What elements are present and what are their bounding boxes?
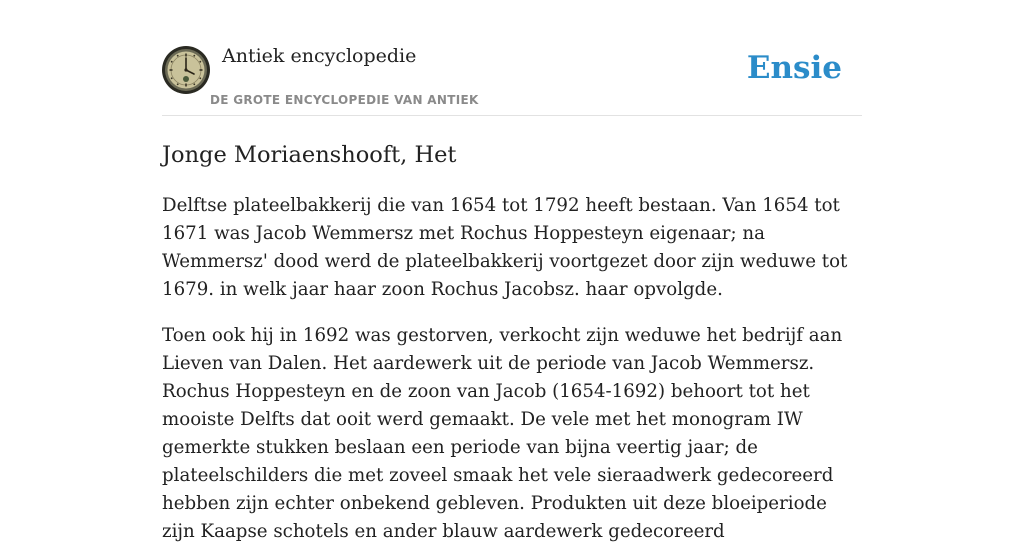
brand-logo-link[interactable]: Ensie [746,50,842,86]
article-paragraph: Toen ook hij in 1692 was gestorven, verkocht zijn weduwe het bedrijf aan Lieven van Dalen. Het aardewerk uit de periode van Jacob Wemmersz. Rochus Hoppesteyn en de zoon van Jacob (1654-1692) behoort tot het mooiste Delfts dat ooit werd gemaakt. De vele met het monogram IW gemerkte stukken beslaan een periode van bijna veertig jaar; de plateelschilders die met zoveel smaak het vele sieraadwerk gedecoreerd hebben zijn echter onbekend gebleven. Produkten uit deze bloeiperiode zijn Kaapse schotels en ander blauw aardewerk gedecoreerd [162,325,843,542]
site-header [162,0,862,116]
article [162,140,862,546]
article-title: Jonge Moriaenshooft, Het [162,142,457,168]
content-container [162,0,862,546]
site-subtitle: DE GROTE ENCYCLOPEDIE VAN ANTIEK [210,93,479,107]
article-paragraph: Delftse plateelbakkerij die van 1654 tot 1792 heeft bestaan. Van 1654 tot 1671 was Jacob Wemmersz met Rochus Hoppesteyn eigenaar; na Wemmersz' dood werd de plateelbakkerij voortgezet door zijn weduwe tot 1679. in welk jaar haar zoon Rochus Jacobsz. haar opvolgde. [162,195,848,300]
antique-clock-icon[interactable] [162,46,210,94]
site-title[interactable]: Antiek encyclopedie [222,45,417,67]
